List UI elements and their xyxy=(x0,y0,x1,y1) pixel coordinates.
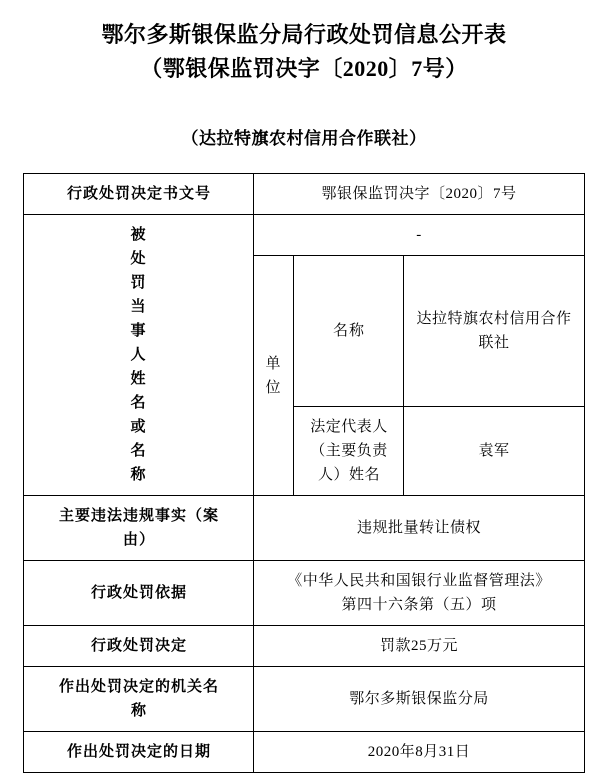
party-individual-value: - xyxy=(254,215,584,256)
date-value: 2020年8月31日 xyxy=(254,732,584,773)
table-row-doc-number xyxy=(24,174,584,215)
table-row-basis xyxy=(24,561,584,626)
authority-label xyxy=(24,667,254,732)
basis-value xyxy=(254,561,584,626)
table-row-party-individual xyxy=(24,215,584,256)
table-row-date xyxy=(24,732,584,773)
unit-name-value: 达拉特旗农村信用合作联社 xyxy=(404,256,584,407)
doc-number-label: 行政处罚决定书文号 xyxy=(24,174,254,215)
authority-label-line1: 作出处罚决定的机关名 xyxy=(58,679,219,695)
decision-label: 行政处罚决定 xyxy=(24,626,254,667)
unit-name-label: 名称 xyxy=(294,256,404,407)
title-line-1: 鄂尔多斯银保监分局行政处罚信息公开表 xyxy=(101,22,507,47)
document-title xyxy=(0,0,608,86)
title-line-2: （鄂银保监罚决字〔2020〕7号） xyxy=(140,56,468,81)
facts-value: 违规批量转让债权 xyxy=(254,496,584,561)
basis-value-line1: 《中华人民共和国银行业监督管理法》 xyxy=(287,573,551,589)
authority-label-line2: 称 xyxy=(130,703,147,719)
legal-rep-label-line3: 人）姓名 xyxy=(317,467,380,483)
unit-label xyxy=(254,256,294,496)
date-label: 作出处罚决定的日期 xyxy=(24,732,254,773)
party-label xyxy=(24,215,254,496)
basis-label: 行政处罚依据 xyxy=(24,561,254,626)
table-row-authority xyxy=(24,667,584,732)
legal-rep-label xyxy=(294,407,404,496)
basis-value-line2: 第四十六条第（五）项 xyxy=(341,597,497,613)
party-label-text: 被处罚当事人姓名或名称 xyxy=(130,227,148,483)
unit-label-text: 单位 xyxy=(265,355,283,396)
facts-label-line1: 主要违法违规事实（案 xyxy=(58,508,219,524)
table-row-facts xyxy=(24,496,584,561)
legal-rep-value: 袁军 xyxy=(404,407,584,496)
penalty-info-table xyxy=(23,173,584,773)
legal-rep-label-line2: （主要负责 xyxy=(310,443,388,459)
legal-rep-label-line1: 法定代表人 xyxy=(310,419,388,435)
facts-label xyxy=(24,496,254,561)
doc-number-value: 鄂银保监罚决字〔2020〕7号 xyxy=(254,174,584,215)
decision-value: 罚款25万元 xyxy=(254,626,584,667)
document-subtitle: （达拉特旗农村信用合作联社） xyxy=(181,129,427,148)
table-row-decision xyxy=(24,626,584,667)
authority-value: 鄂尔多斯银保监分局 xyxy=(254,667,584,732)
facts-label-line2: 由） xyxy=(122,532,155,548)
